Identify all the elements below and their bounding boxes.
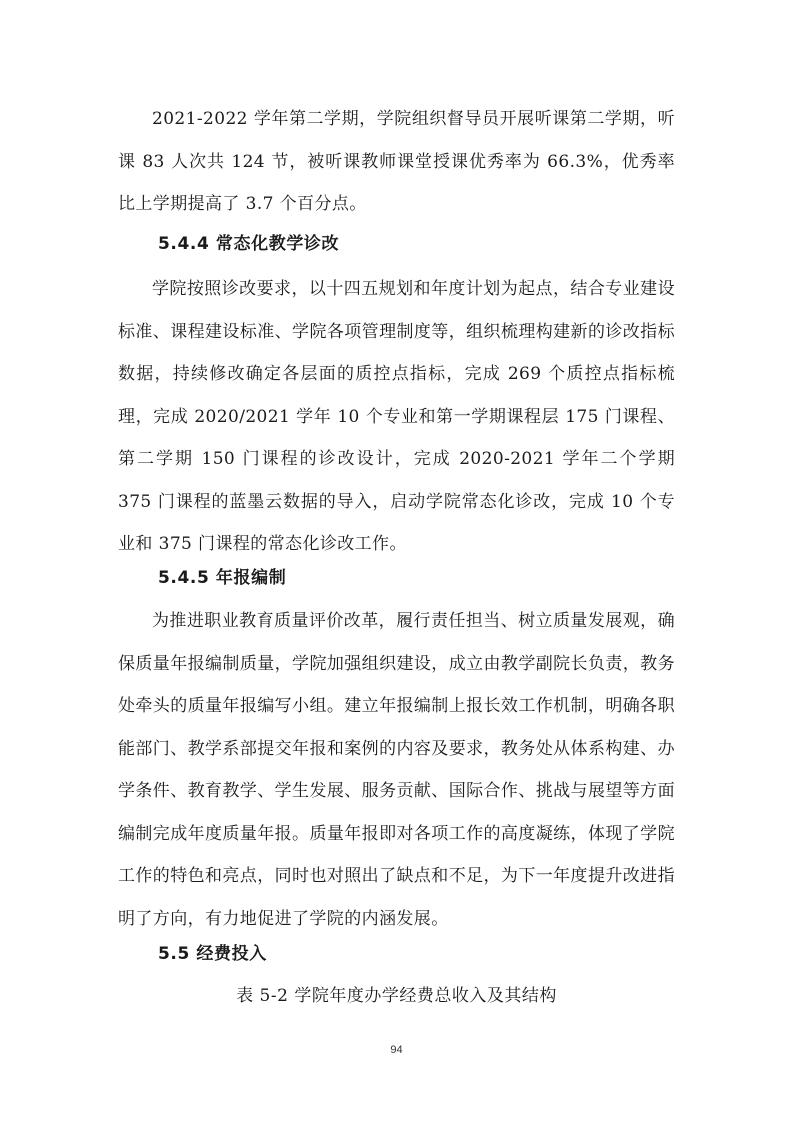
paragraph-diagnosis-improvement: 学院按照诊改要求，以十四五规划和年度计划为起点，结合专业建设标准、课程建设标准、学院各项管理制度等，组织梳理构建新的诊改指标数据，持续修改确定各层面的质控点指标，完成 269 个质控点指标梳理，完成 2020/2021 学年 10 个专业和第一学期课程层 175 门课程、第二学期 150 门课程的诊改设计，完成 2020-2021 学年二个学期 375 门课程的蓝墨云数据的导入，启动学院常态化诊改，完成 10 个专业和 375 门课程的常态化诊改工作。 <box>118 279 675 554</box>
section-heading-5-4-5: 5.4.5 年报编制 <box>158 568 287 588</box>
section-heading-5-5: 5.5 经费投入 <box>158 944 267 964</box>
table-caption: 表 5-2 学院年度办学经费总收入及其结构 <box>236 986 557 1006</box>
section-heading-5-4-4: 5.4.4 常态化教学诊改 <box>158 234 340 254</box>
paragraph-supervision-lectures: 2021-2022 学年第二学期，学院组织督导员开展听课第二学期，听课 83 人次共 124 节，被听课教师课堂授课优秀率为 66.3%，优秀率比上学期提高了 3.7 个百分点。 <box>118 109 675 214</box>
page-number: 94 <box>390 1044 403 1056</box>
paragraph-annual-report: 为推进职业教育质量评价改革，履行责任担当、树立质量发展观，确保质量年报编制质量，学院加强组织建设，成立由教学副院长负责，教务处牵头的质量年报编写小组。建立年报编制上报长效工作机制，明确各职能部门、教学系部提交年报和案例的内容及要求，教务处从体系构建、办学条件、教育教学、学生发展、服务贡献、国际合作、挑战与展望等方面编制完成年度质量年报。质量年报即对各项工作的高度凝练，体现了学院工作的特色和亮点，同时也对照出了缺点和不足，为下一年度提升改进指明了方向，有力地促进了学院的内涵发展。 <box>118 611 675 929</box>
